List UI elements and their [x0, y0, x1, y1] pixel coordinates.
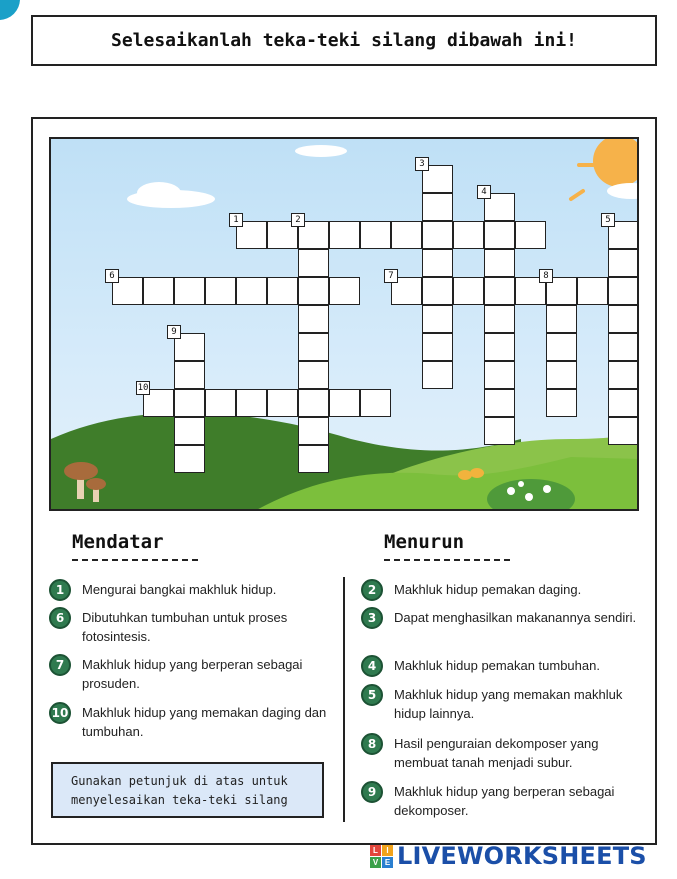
crossword-cell[interactable]: [298, 305, 329, 333]
liveworksheets-logo: [370, 842, 647, 870]
crossword-cell[interactable]: [484, 389, 515, 417]
clue-text: Mengurai bangkai makhluk hidup.: [82, 582, 277, 597]
column-divider: [343, 577, 345, 822]
clue-text: Makhluk hidup pemakan tumbuhan.: [394, 658, 600, 673]
crossword-cell[interactable]: [174, 277, 205, 305]
crossword-cell[interactable]: [608, 417, 639, 445]
crossword-cell[interactable]: [577, 277, 608, 305]
clue-number-label: 4: [477, 185, 491, 199]
crossword-cell[interactable]: [174, 445, 205, 473]
crossword-cell[interactable]: [484, 417, 515, 445]
crossword-cell[interactable]: [360, 221, 391, 249]
crossword-cell[interactable]: [546, 361, 577, 389]
clue-text: Dibutuhkan tumbuhan untuk proses fotosintesis.: [82, 610, 288, 644]
crossword-cell[interactable]: [205, 277, 236, 305]
crossword-cell[interactable]: [484, 305, 515, 333]
crossword-cell[interactable]: [298, 333, 329, 361]
logo-mark-icon: L I V E: [370, 845, 393, 868]
crossword-cell[interactable]: [174, 361, 205, 389]
logo-text: LIVEWORKSHEETS: [397, 842, 647, 870]
crossword-cell[interactable]: [298, 249, 329, 277]
crossword-cell[interactable]: [298, 417, 329, 445]
clue-text: Makhluk hidup yang berperan sebagai prosuden.: [82, 657, 303, 691]
clue-menurun-8: [361, 734, 646, 772]
crossword-cell[interactable]: [608, 333, 639, 361]
crossword-cell[interactable]: [422, 305, 453, 333]
clue-menurun-2: [361, 580, 646, 601]
crossword-cell[interactable]: [422, 249, 453, 277]
crossword-cell[interactable]: [205, 389, 236, 417]
clue-number-label: 9: [167, 325, 181, 339]
crossword-cell[interactable]: [453, 277, 484, 305]
instruction-box: Gunakan petunjuk di atas untuk menyelesaikan teka-teki silang: [51, 762, 324, 818]
crossword-cell[interactable]: [329, 277, 360, 305]
crossword-cell[interactable]: [329, 389, 360, 417]
crossword-cell[interactable]: [484, 249, 515, 277]
crossword-cell[interactable]: [422, 193, 453, 221]
crossword-cell[interactable]: [484, 361, 515, 389]
crossword-cell[interactable]: [329, 221, 360, 249]
clue-number-label: 10: [137, 383, 149, 393]
clue-text: Dapat menghasilkan makanannya sendiri.: [394, 610, 637, 625]
crossword-cell[interactable]: [608, 249, 639, 277]
clue-number-badge: 4: [361, 655, 383, 677]
crossword-cell[interactable]: [608, 277, 639, 305]
clue-mendatar-7: [49, 655, 329, 693]
crossword-cell[interactable]: [484, 333, 515, 361]
clue-number-badge: 3: [361, 607, 383, 629]
clue-mendatar-1: [49, 580, 329, 601]
clue-number-badge: 6: [49, 607, 71, 629]
clue-number-badge: 1: [49, 579, 71, 601]
crossword-cell[interactable]: [422, 333, 453, 361]
clue-number-badge: 9: [361, 781, 383, 803]
crossword-cell[interactable]: [298, 361, 329, 389]
clue-number-label: 1: [229, 213, 243, 227]
clue-text: Makhluk hidup yang memakan daging dan tumbuhan.: [82, 705, 327, 739]
crossword-cell[interactable]: [298, 277, 329, 305]
crossword-cell[interactable]: [453, 221, 484, 249]
clue-number-badge: 2: [361, 579, 383, 601]
mendatar-heading: Mendatar: [72, 531, 164, 553]
crossword-cell[interactable]: [236, 389, 267, 417]
crossword-cell[interactable]: [391, 221, 422, 249]
crossword-cell[interactable]: [515, 221, 546, 249]
clue-menurun-4: [361, 656, 646, 677]
clue-menurun-5: [361, 685, 646, 723]
crossword-cell[interactable]: [546, 333, 577, 361]
clue-number-label: 8: [539, 269, 553, 283]
crossword-cell[interactable]: [608, 389, 639, 417]
clue-mendatar-6: [49, 608, 329, 646]
clue-text: Makhluk hidup yang berperan sebagai dekomposer.: [394, 784, 615, 818]
clue-number-label: 2: [291, 213, 305, 227]
crossword-cell[interactable]: [267, 389, 298, 417]
crossword-cell[interactable]: [143, 277, 174, 305]
crossword-cell[interactable]: [422, 221, 453, 249]
crossword-cell[interactable]: [267, 277, 298, 305]
clue-number-badge: 10: [49, 702, 71, 724]
crossword-cell[interactable]: [608, 361, 639, 389]
menurun-heading: Menurun: [384, 531, 465, 553]
crossword-cell[interactable]: [174, 417, 205, 445]
clue-number-label: 3: [415, 157, 429, 171]
crossword-cell[interactable]: [236, 277, 267, 305]
crossword-cell[interactable]: [360, 389, 391, 417]
clue-mendatar-10: [49, 703, 329, 741]
clue-number-badge: 8: [361, 733, 383, 755]
crossword-cell[interactable]: [174, 389, 205, 417]
clue-number-label: 6: [105, 269, 119, 283]
sun-icon: [593, 139, 639, 187]
clue-number-label: 7: [384, 269, 398, 283]
crossword-cell[interactable]: [484, 277, 515, 305]
crossword-cell[interactable]: [546, 389, 577, 417]
clue-text: Makhluk hidup pemakan daging.: [394, 582, 582, 597]
crossword-cell[interactable]: [422, 277, 453, 305]
clue-number-badge: 7: [49, 654, 71, 676]
corner-decoration: [0, 0, 20, 20]
crossword-cell[interactable]: [422, 361, 453, 389]
clue-text: Hasil penguraian dekomposer yang membuat tanah menjadi subur.: [394, 736, 599, 770]
clue-menurun-3: [361, 608, 646, 629]
clue-number-label: 5: [601, 213, 615, 227]
clue-number-badge: 5: [361, 684, 383, 706]
crossword-cell[interactable]: [546, 305, 577, 333]
clue-menurun-9: [361, 782, 646, 820]
mendatar-underline: [72, 559, 198, 561]
crossword-cell[interactable]: [484, 221, 515, 249]
crossword-cell[interactable]: [298, 445, 329, 473]
crossword-panel: [49, 137, 639, 511]
menurun-underline: [384, 559, 510, 561]
crossword-cell[interactable]: [608, 305, 639, 333]
page-title: Selesaikanlah teka-teki silang dibawah ini!: [31, 15, 657, 66]
crossword-cell[interactable]: [298, 389, 329, 417]
clue-text: Makhluk hidup yang memakan makhluk hidup lainnya.: [394, 687, 623, 721]
